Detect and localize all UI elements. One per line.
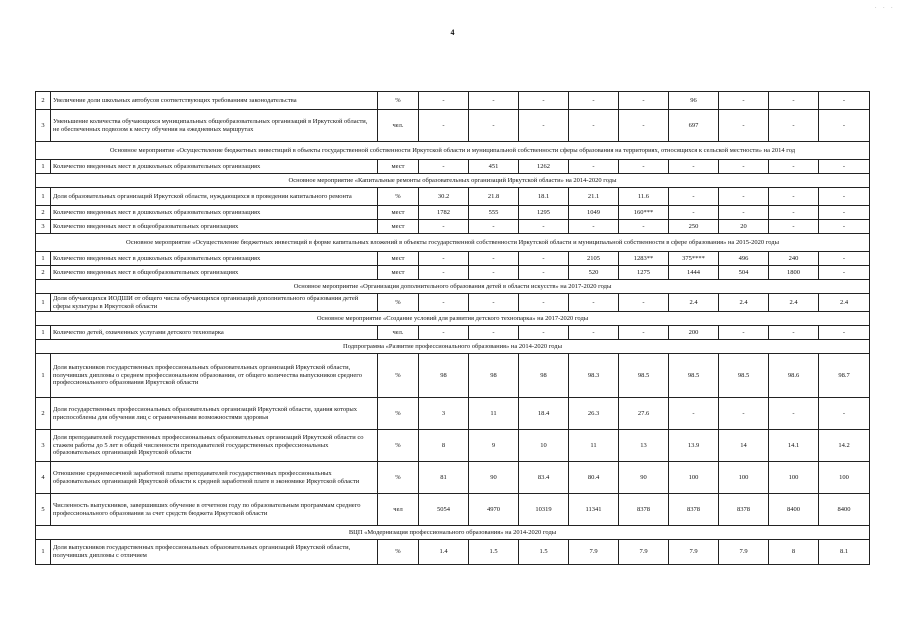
value-cell: 375**** xyxy=(669,252,719,266)
indicator-name: Количество введенных мест в общеобразовательных организациях xyxy=(51,220,378,234)
value-cell: 1.5 xyxy=(519,540,569,565)
value-cell: - xyxy=(569,92,619,110)
value-cell: 18.4 xyxy=(519,398,569,430)
value-cell: - xyxy=(469,220,519,234)
unit-cell: чел. xyxy=(378,110,419,142)
value-cell: - xyxy=(619,92,669,110)
indicator-name: Отношение среднемесячной заработной платы преподавателей государственных профессиональных образовательных организаций Иркутской области к средней заработной плате в экономике Иркутской области xyxy=(51,462,378,494)
value-cell: - xyxy=(819,206,870,220)
value-cell: - xyxy=(419,160,469,174)
table-row xyxy=(36,430,870,462)
indicator-name: Доля государственных профессиональных образовательных организаций Иркутской области, здания которых приспособлены для обучения лиц с ограниченными возможностями здоровья xyxy=(51,398,378,430)
value-cell: 240 xyxy=(769,252,819,266)
unit-cell: % xyxy=(378,294,419,312)
row-number: 2 xyxy=(36,206,51,220)
value-cell: 10 xyxy=(519,430,569,462)
value-cell: - xyxy=(619,110,669,142)
value-cell: 697 xyxy=(669,110,719,142)
value-cell: 18.1 xyxy=(519,188,569,206)
value-cell: 26.3 xyxy=(569,398,619,430)
value-cell: - xyxy=(619,220,669,234)
value-cell: 8 xyxy=(419,430,469,462)
indicator-name: Количество детей, охваченных услугами детского технопарка xyxy=(51,326,378,340)
value-cell: 98 xyxy=(469,354,519,398)
value-cell: 98.5 xyxy=(719,354,769,398)
value-cell: - xyxy=(569,294,619,312)
value-cell: - xyxy=(769,326,819,340)
value-cell: - xyxy=(719,160,769,174)
row-number: 1 xyxy=(36,160,51,174)
indicators-table xyxy=(35,91,870,565)
section-header-row xyxy=(36,234,870,252)
table-row xyxy=(36,206,870,220)
value-cell: 9 xyxy=(469,430,519,462)
value-cell: 5054 xyxy=(419,494,469,526)
value-cell: 83.4 xyxy=(519,462,569,494)
value-cell: 1262 xyxy=(519,160,569,174)
section-title: Основное мероприятие «Создание условий для развития детского технопарка» на 2017-2020 годы xyxy=(36,312,870,326)
value-cell: - xyxy=(469,92,519,110)
value-cell: 1.5 xyxy=(469,540,519,565)
value-cell: 8400 xyxy=(819,494,870,526)
value-cell: - xyxy=(569,220,619,234)
value-cell: - xyxy=(819,220,870,234)
value-cell: 30.2 xyxy=(419,188,469,206)
value-cell: - xyxy=(819,398,870,430)
value-cell: - xyxy=(819,160,870,174)
value-cell: - xyxy=(619,294,669,312)
section-header-row xyxy=(36,280,870,294)
table-row xyxy=(36,252,870,266)
value-cell: 11341 xyxy=(569,494,619,526)
value-cell: - xyxy=(719,188,769,206)
value-cell: 8378 xyxy=(619,494,669,526)
value-cell: 10319 xyxy=(519,494,569,526)
value-cell: 1444 xyxy=(669,266,719,280)
value-cell: - xyxy=(619,326,669,340)
value-cell: 1283** xyxy=(619,252,669,266)
value-cell: 4970 xyxy=(469,494,519,526)
value-cell: - xyxy=(719,92,769,110)
value-cell: 7.9 xyxy=(569,540,619,565)
value-cell: - xyxy=(719,398,769,430)
indicator-name: Количество введенных мест в дошкольных образовательных организациях xyxy=(51,160,378,174)
row-number: 1 xyxy=(36,540,51,565)
value-cell: 81 xyxy=(419,462,469,494)
row-number: 5 xyxy=(36,494,51,526)
row-number: 1 xyxy=(36,188,51,206)
value-cell: - xyxy=(819,92,870,110)
value-cell: - xyxy=(769,206,819,220)
value-cell: 2105 xyxy=(569,252,619,266)
value-cell: 3 xyxy=(419,398,469,430)
value-cell: 98 xyxy=(519,354,569,398)
value-cell: - xyxy=(819,266,870,280)
value-cell: - xyxy=(519,110,569,142)
value-cell: - xyxy=(569,326,619,340)
value-cell: 8400 xyxy=(769,494,819,526)
value-cell: - xyxy=(469,252,519,266)
section-title: Основное мероприятие «Капитальные ремонты образовательных организаций Иркутской области» на 2014-2020 годы xyxy=(36,174,870,188)
value-cell: 80.4 xyxy=(569,462,619,494)
row-number: 3 xyxy=(36,110,51,142)
value-cell: 14.1 xyxy=(769,430,819,462)
value-cell: - xyxy=(469,110,519,142)
value-cell: - xyxy=(519,266,569,280)
value-cell: 1295 xyxy=(519,206,569,220)
value-cell: 200 xyxy=(669,326,719,340)
value-cell: 90 xyxy=(469,462,519,494)
value-cell: - xyxy=(719,326,769,340)
row-number: 3 xyxy=(36,430,51,462)
value-cell: 1.4 xyxy=(419,540,469,565)
unit-cell: мест xyxy=(378,160,419,174)
value-cell: 11.6 xyxy=(619,188,669,206)
value-cell: - xyxy=(469,294,519,312)
table-row xyxy=(36,160,870,174)
unit-cell: чел xyxy=(378,494,419,526)
row-number: 1 xyxy=(36,326,51,340)
value-cell: - xyxy=(419,92,469,110)
section-header-row xyxy=(36,340,870,354)
value-cell: - xyxy=(819,110,870,142)
value-cell: - xyxy=(769,92,819,110)
row-number: 2 xyxy=(36,92,51,110)
indicator-name: Доля обучающихся ИОДШИ от общего числа обучающихся организаций дополнительного образования детей сферы культуры в Иркутской области xyxy=(51,294,378,312)
value-cell: 7.9 xyxy=(719,540,769,565)
value-cell: 2.4 xyxy=(669,294,719,312)
value-cell: - xyxy=(769,110,819,142)
value-cell: 98.3 xyxy=(569,354,619,398)
value-cell: - xyxy=(569,110,619,142)
value-cell: - xyxy=(769,188,819,206)
unit-cell: мест xyxy=(378,220,419,234)
indicator-name: Количество введенных мест в общеобразовательных организациях xyxy=(51,266,378,280)
table-row xyxy=(36,462,870,494)
value-cell: 504 xyxy=(719,266,769,280)
value-cell: 98.6 xyxy=(769,354,819,398)
section-title: Основное мероприятие «Осуществление бюджетных инвестиций в форме капитальных вложений в объекты государственной собственности Иркутской области и муниципальной собственности в сфере образования» на 2015-2020 годы xyxy=(36,234,870,252)
value-cell: 27.6 xyxy=(619,398,669,430)
indicator-name: Доля выпускников государственных профессиональных образовательных организаций Иркутской области, получивших дипломы о среднем профессиональном образовании, от общего количества выпускников среднего профессионального образования Иркутской области xyxy=(51,354,378,398)
value-cell: 496 xyxy=(719,252,769,266)
value-cell: 250 xyxy=(669,220,719,234)
value-cell: - xyxy=(819,252,870,266)
unit-cell: % xyxy=(378,462,419,494)
value-cell: - xyxy=(669,160,719,174)
value-cell: 1782 xyxy=(419,206,469,220)
row-number: 1 xyxy=(36,252,51,266)
value-cell: - xyxy=(419,266,469,280)
value-cell: 13 xyxy=(619,430,669,462)
unit-cell: мест xyxy=(378,266,419,280)
unit-cell: мест xyxy=(378,206,419,220)
value-cell: - xyxy=(769,220,819,234)
value-cell: - xyxy=(569,160,619,174)
table-row xyxy=(36,188,870,206)
value-cell: - xyxy=(669,206,719,220)
value-cell: 2.4 xyxy=(719,294,769,312)
value-cell: 555 xyxy=(469,206,519,220)
indicator-name: Увеличение доли школьных автобусов соответствующих требованиям законодательства xyxy=(51,92,378,110)
value-cell: 98 xyxy=(419,354,469,398)
unit-cell: % xyxy=(378,540,419,565)
indicator-name: Численность выпускников, завершивших обучение в отчетном году по образовательным программам среднего профессионального образования за счет средств бюджета Иркутской области xyxy=(51,494,378,526)
section-title: Подпрограмма «Развитие профессионального образования» на 2014-2020 годы xyxy=(36,340,870,354)
value-cell: 1049 xyxy=(569,206,619,220)
unit-cell: мест xyxy=(378,252,419,266)
value-cell: - xyxy=(519,252,569,266)
value-cell: 7.9 xyxy=(619,540,669,565)
value-cell: 96 xyxy=(669,92,719,110)
unit-cell: % xyxy=(378,188,419,206)
table-row xyxy=(36,354,870,398)
value-cell: - xyxy=(469,326,519,340)
value-cell: - xyxy=(769,160,819,174)
table-row xyxy=(36,398,870,430)
value-cell: - xyxy=(669,188,719,206)
section-header-row xyxy=(36,312,870,326)
unit-cell: чел. xyxy=(378,326,419,340)
row-number: 1 xyxy=(36,354,51,398)
value-cell: 8.1 xyxy=(819,540,870,565)
table-row xyxy=(36,540,870,565)
value-cell: - xyxy=(819,326,870,340)
value-cell: 13.9 xyxy=(669,430,719,462)
table-row xyxy=(36,294,870,312)
value-cell: 14 xyxy=(719,430,769,462)
section-title: ВЦП «Модернизация профессионального образования» на 2014-2020 годы xyxy=(36,526,870,540)
corner-mark: · · · xyxy=(874,4,895,12)
indicator-name: Доля образовательных организаций Иркутской области, нуждающихся в проведении капитального ремонта xyxy=(51,188,378,206)
section-header-row xyxy=(36,526,870,540)
value-cell: 451 xyxy=(469,160,519,174)
section-header-row xyxy=(36,142,870,160)
row-number: 3 xyxy=(36,220,51,234)
value-cell: 1275 xyxy=(619,266,669,280)
page-number: 4 xyxy=(450,28,455,37)
value-cell: - xyxy=(669,398,719,430)
row-number: 4 xyxy=(36,462,51,494)
value-cell: - xyxy=(419,220,469,234)
value-cell: - xyxy=(419,252,469,266)
value-cell: - xyxy=(419,294,469,312)
section-title: Основное мероприятие «Организация дополнительного образования детей в области искусств» на 2017-2020 годы xyxy=(36,280,870,294)
table-row xyxy=(36,326,870,340)
indicator-name: Доля выпускников государственных профессиональных образовательных организаций Иркутской области, получивших дипломы с отличием xyxy=(51,540,378,565)
value-cell: 21.8 xyxy=(469,188,519,206)
section-title: Основное мероприятие «Осуществление бюджетных инвестиций в объекты государственной собственности Иркутской области и муниципальной собственности сферы образования на территориях, относящихся к сельской местности» на 2014 год xyxy=(36,142,870,160)
row-number: 1 xyxy=(36,294,51,312)
value-cell: 8 xyxy=(769,540,819,565)
value-cell: 8378 xyxy=(669,494,719,526)
value-cell: - xyxy=(469,266,519,280)
value-cell: 21.1 xyxy=(569,188,619,206)
value-cell: 98.7 xyxy=(819,354,870,398)
value-cell: 2.4 xyxy=(819,294,870,312)
value-cell: 160*** xyxy=(619,206,669,220)
value-cell: 520 xyxy=(569,266,619,280)
value-cell: 14.2 xyxy=(819,430,870,462)
indicator-name: Уменьшение количества обучающихся муниципальных общеобразовательных организаций в Иркутской области, не обеспеченных подвозом к месту обучения на ежедневных маршрутах xyxy=(51,110,378,142)
value-cell: - xyxy=(419,326,469,340)
unit-cell: % xyxy=(378,398,419,430)
unit-cell: % xyxy=(378,430,419,462)
value-cell: 20 xyxy=(719,220,769,234)
value-cell: - xyxy=(819,188,870,206)
table-row xyxy=(36,494,870,526)
row-number: 2 xyxy=(36,398,51,430)
value-cell: - xyxy=(719,110,769,142)
value-cell: 100 xyxy=(819,462,870,494)
value-cell: 98.5 xyxy=(669,354,719,398)
value-cell: 100 xyxy=(719,462,769,494)
value-cell: 1800 xyxy=(769,266,819,280)
indicator-name: Доля преподавателей государственных профессиональных образовательных организаций Иркутской области со стажем работы до 5 лет в общей численности преподавателей государственных профессиональных образовательных организаций Иркутской области xyxy=(51,430,378,462)
table-row xyxy=(36,220,870,234)
value-cell: - xyxy=(519,220,569,234)
value-cell: 100 xyxy=(769,462,819,494)
value-cell: - xyxy=(419,110,469,142)
indicator-name: Количество введенных мест в дошкольных образовательных организациях xyxy=(51,252,378,266)
value-cell: - xyxy=(519,326,569,340)
unit-cell: % xyxy=(378,92,419,110)
table-row xyxy=(36,92,870,110)
indicator-name: Количество введенных мест в дошкольных образовательных организациях xyxy=(51,206,378,220)
section-header-row xyxy=(36,174,870,188)
value-cell: - xyxy=(519,92,569,110)
value-cell: 2.4 xyxy=(769,294,819,312)
value-cell: - xyxy=(769,398,819,430)
table-row xyxy=(36,266,870,280)
row-number: 2 xyxy=(36,266,51,280)
unit-cell: % xyxy=(378,354,419,398)
value-cell: 11 xyxy=(569,430,619,462)
value-cell: - xyxy=(719,206,769,220)
value-cell: 90 xyxy=(619,462,669,494)
value-cell: 98.5 xyxy=(619,354,669,398)
table-row xyxy=(36,110,870,142)
value-cell: - xyxy=(519,294,569,312)
value-cell: - xyxy=(619,160,669,174)
value-cell: 8378 xyxy=(719,494,769,526)
value-cell: 11 xyxy=(469,398,519,430)
value-cell: 100 xyxy=(669,462,719,494)
value-cell: 7.9 xyxy=(669,540,719,565)
